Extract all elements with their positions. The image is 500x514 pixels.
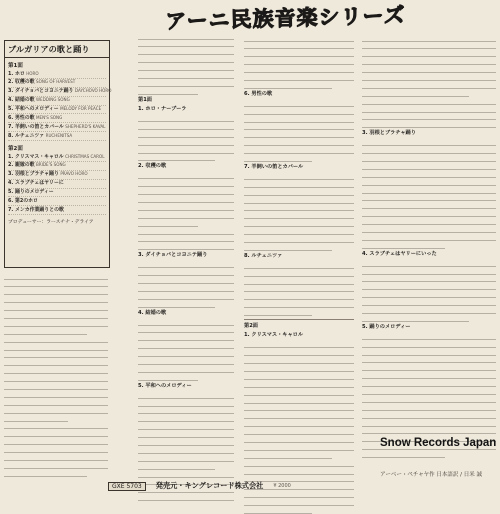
track-heading: 4. スラブチェはヤリーにいった (362, 250, 437, 257)
track-item: 8. ルチェニツァ RUCHENITSA (8, 132, 106, 141)
track-item: 2. 親嫁の歌 BRIDE'S SONG (8, 162, 106, 171)
price: ¥ 2000 (273, 483, 291, 489)
track-heading: 7. 羊飼いの笛とカバール (244, 163, 304, 170)
track-heading: 2. 収穫の歌 (138, 163, 167, 170)
track-item: 5. 踊りのメロディー (8, 189, 106, 198)
track-item: 7. 羊飼いの笛とカバール SHEPHERD'S KAVAL (8, 123, 106, 132)
track-heading: 3. ダイチョバとコヨニテ踊り (138, 252, 208, 259)
track-heading: 1. クリスマス・キャロル (244, 332, 304, 339)
side-a-tracklist (8, 70, 112, 141)
track-heading: 6. 男性の歌 (244, 90, 273, 97)
notes-column-2 (244, 34, 354, 480)
footer (108, 480, 358, 492)
album-title: ブルガリアの歌と踊り (5, 41, 109, 58)
track-heading: 4. 結婚の歌 (138, 309, 167, 316)
intro-text-column (4, 272, 108, 472)
notes-column-1 (138, 32, 234, 480)
section-heading-side2: 第2面 (244, 323, 258, 330)
publisher: 発売元・キングレコード株式会社 (155, 481, 264, 490)
translator-credit: アーベー・ペチャヤ作 日本語訳 / 日米 誠 (380, 472, 483, 478)
track-item: 6. 男性の歌 MEN'S SONG (8, 114, 106, 123)
track-item: 4. スラブチェはヤリーに (8, 180, 106, 189)
track-item: 4. 結婚の歌 WEDDING SONG (8, 97, 106, 106)
track-heading: 8. ルチェニツァ (244, 252, 283, 259)
section-heading-side1: 第1面 (138, 96, 152, 103)
track-item: 7. メンカ作業踊りとの歌 (8, 206, 106, 215)
series-title: アーニ民族音楽シリーズ (164, 2, 406, 34)
track-item: 6. 第2のホロ (8, 197, 106, 206)
track-item: 1. クリスマス・キャロル CHRISTMAS CAROL (8, 153, 106, 162)
catalog-number: GXE 5703 (108, 482, 146, 491)
notes-column-3 (362, 34, 496, 434)
side-b-tracklist (8, 153, 106, 215)
track-heading: 5. 踊りのメロディー (362, 323, 411, 330)
side-b-label: 第2面 (8, 146, 23, 152)
track-item: 3. 羽根とブラチャ踊り PRAVO HORO (8, 171, 106, 180)
track-item: 5. 平和へのメロディー MELODY FOR PEACE (8, 106, 106, 115)
track-item: 3. ダイチョバとコヨニテ踊り DAYCHOVO HORO (8, 88, 106, 97)
producer-credit: プロデューサー：ラースチナ・デライア (8, 220, 94, 226)
track-heading: 1. ホロ・ナーブーラ (138, 106, 187, 113)
track-list-box (4, 40, 110, 268)
track-heading: 5. 平和へのメロディー (138, 382, 192, 389)
track-item: 1. ホロ HORO (8, 70, 106, 79)
track-heading: 3. 羽根とブラチャ踊り (362, 130, 416, 137)
track-item: 2. 収穫の歌 SONG OF HARVEST (8, 79, 106, 88)
watermark: Snow Records Japan (380, 437, 497, 449)
side-a-label: 第1面 (8, 63, 23, 69)
